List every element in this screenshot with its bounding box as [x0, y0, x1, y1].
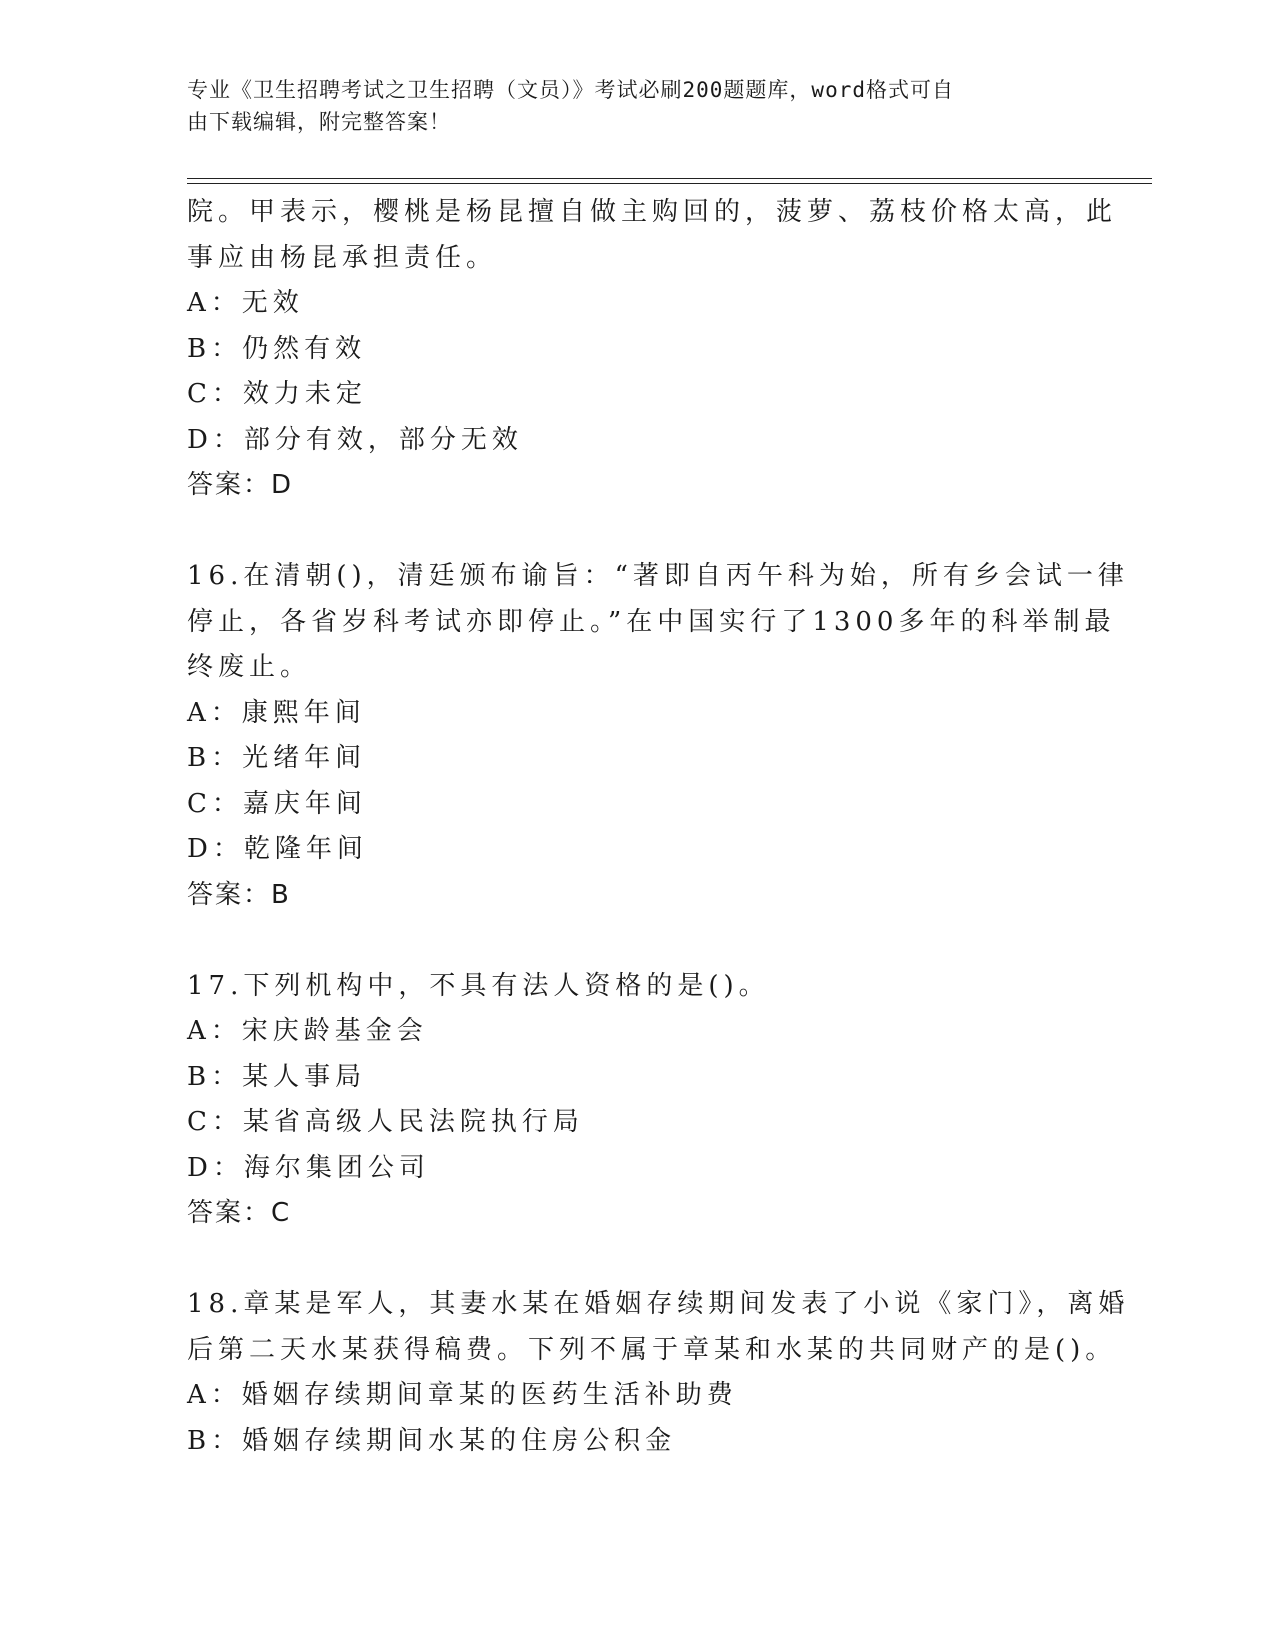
option-a: A：宋庆龄基金会: [187, 1016, 428, 1046]
header-line-1: 专业《卫生招聘考试之卫生招聘（文员）》考试必刷200题题库，word格式可自: [187, 78, 954, 102]
header-line-2: 由下载编辑，附完整答案！: [187, 110, 451, 134]
option-b: B：仍然有效: [187, 333, 367, 364]
spacer: [187, 1237, 1087, 1283]
question-text-line: 院。甲表示，樱桃是杨昆擅自做主购回的，菠萝、荔枝价格太高，此: [187, 197, 1118, 227]
answer-line: 答案：D: [187, 470, 294, 500]
spacer: [187, 509, 1087, 555]
question-text-line: 停止，各省岁科考试亦即停止。”在中国实行了1300多年的科举制最: [187, 606, 1116, 637]
question-text-line: 终废止。: [187, 652, 312, 682]
option-c: C：效力未定: [187, 379, 367, 409]
option-a: A：无效: [187, 288, 304, 318]
option-d: D：部分有效，部分无效: [187, 424, 523, 455]
header-divider-top: [187, 178, 1152, 179]
question-continuation: [187, 190, 1118, 509]
answer-line: 答案：B: [187, 879, 291, 910]
question-16: [187, 554, 1129, 918]
option-a: A：康熙年间: [187, 697, 366, 728]
option-b: B：某人事局: [187, 1061, 367, 1092]
document-body: [187, 190, 1130, 1464]
document-header: [187, 74, 1067, 138]
option-b: B：婚姻存续期间水某的住房公积金: [187, 1425, 677, 1456]
question-text-line: 事应由杨昆承担责任。: [187, 242, 498, 273]
question-text-line: 18.章某是军人，其妻水某在婚姻存续期间发表了小说《家门》，离婚: [187, 1289, 1130, 1319]
question-text-line: 17.下列机构中，不具有法人资格的是()。: [187, 970, 770, 1001]
option-b: B：光绪年间: [187, 743, 367, 773]
option-c: C：嘉庆年间: [187, 788, 367, 819]
question-text-line: 16.在清朝()，清廷颁布谕旨：“著即自丙午科为始，所有乡会试一律: [187, 561, 1129, 591]
option-a: A：婚姻存续期间章某的医药生活补助费: [187, 1380, 738, 1410]
option-d: D：海尔集团公司: [187, 1152, 430, 1183]
question-18: [187, 1282, 1130, 1464]
question-text-line: 后第二天水某获得稿费。下列不属于章某和水某的共同财产的是()。: [187, 1334, 1117, 1365]
spacer: [187, 918, 1087, 964]
answer-line: 答案：C: [187, 1198, 292, 1228]
option-c: C：某省高级人民法院执行局: [187, 1107, 584, 1137]
option-d: D：乾隆年间: [187, 834, 368, 864]
header-divider-bottom: [187, 183, 1152, 184]
question-17: [187, 964, 1087, 1237]
